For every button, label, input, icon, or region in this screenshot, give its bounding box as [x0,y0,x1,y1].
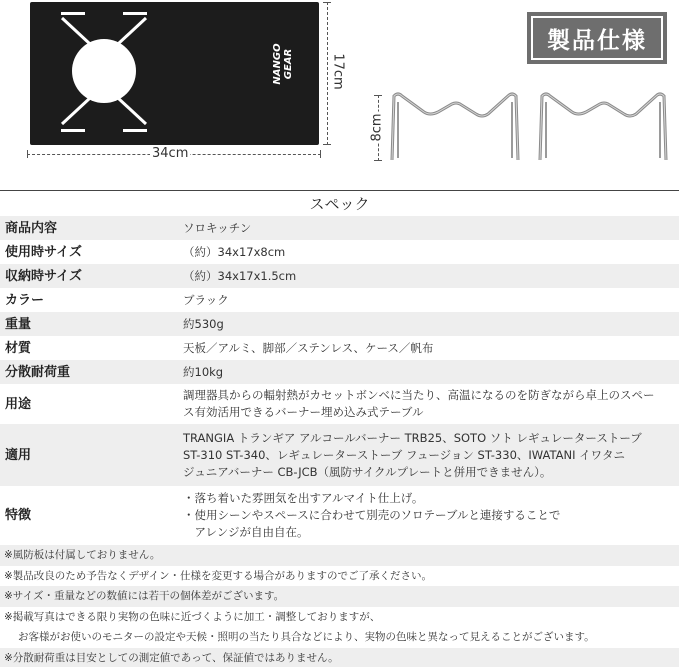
spec-table [0,216,679,545]
leg-frame-left [384,88,524,168]
note-item: ※掲載写真はできる限り実物の色味に近づくように加工・調整しておりますが、 [4,610,381,623]
note-item: ※分散耐荷重は目安としての測定値であって、保証値ではありません。 [0,648,679,667]
table-row [0,312,679,336]
table-row [0,240,679,264]
depth-dimension-line [327,2,328,145]
spec-section-title: スペック [0,190,679,216]
leg-frame-right [532,88,672,168]
spec-value: TRANGIA トランギア アルコールバーナー TRB25、SOTO ソト レギュレーターストーブ ST-310 ST-340、レギュレーターストーブ フュージョン ST-330、IWATANI イワタニ ジュニアバーナー CB-JCB（風防サイクルプレートと併用できません）。 [178,424,679,486]
note-item: お客様がお使いのモニターの設定や天候・照明の当たり具合などにより、実物の色味と異なって見えることがございます。 [18,631,595,643]
spec-value: （約）34x17x8cm [183,244,286,259]
brand-logo: NANGO GEAR [272,43,294,85]
product-diagram [0,0,679,188]
table-row [0,384,679,424]
table-row [0,216,679,240]
table-row [0,264,679,288]
spec-key: 分散耐荷重 [0,360,178,384]
notes-list [0,545,679,667]
spec-key: カラー [5,292,45,308]
spec-key: 収納時サイズ [0,264,178,288]
width-dimension-label: 34cm [152,146,189,161]
spec-value: 約10kg [178,360,679,384]
spec-key: 適用 [0,424,178,486]
table-row [0,336,679,360]
spec-value: 調理器具からの輻射熱がカセットボンベに当たり、高温になるのを防ぎながら卓上のスペー ス有効活用できるバーナー埋め込み式テーブル [183,388,655,419]
note-item: ※サイズ・重量などの数値には若干の個体差がございます。 [0,586,679,607]
table-row [0,288,679,312]
depth-dimension-label: 17cm [330,53,346,90]
spec-value: ブラック [183,292,229,307]
note-item: ※風防板は付属しておりません。 [0,545,679,566]
table-row [0,424,679,486]
spec-key: 特徴 [5,508,32,523]
spec-value: 約530g [178,312,679,336]
table-row [0,486,679,545]
note-item: ※製品改良のため予告なくデザイン・仕様を変更する場合がありますのでご了承ください。 [4,569,433,582]
spec-key: 材質 [5,340,32,356]
table-row [0,360,679,384]
spec-value: ソロキッチン [178,216,679,240]
spec-key: 商品内容 [0,216,178,240]
spec-key: 使用時サイズ [5,244,82,260]
spec-key: 重量 [0,312,178,336]
height-dimension-label: 8cm [369,113,385,142]
spec-value: 天板／アルミ、脚部／ステンレス、ケース／帆布 [183,340,434,355]
spec-value: ・落ち着いた雰囲気を出すアルマイト仕上げ。 ・使用シーンやスペースに合わせて別売のソロテーブルと連接することで アレンジが自由自在。 [183,491,561,539]
spec-value: （約）34x17x1.5cm [178,264,679,288]
product-spec-badge: 製品仕様 [527,12,667,64]
spec-key: 用途 [5,396,32,412]
